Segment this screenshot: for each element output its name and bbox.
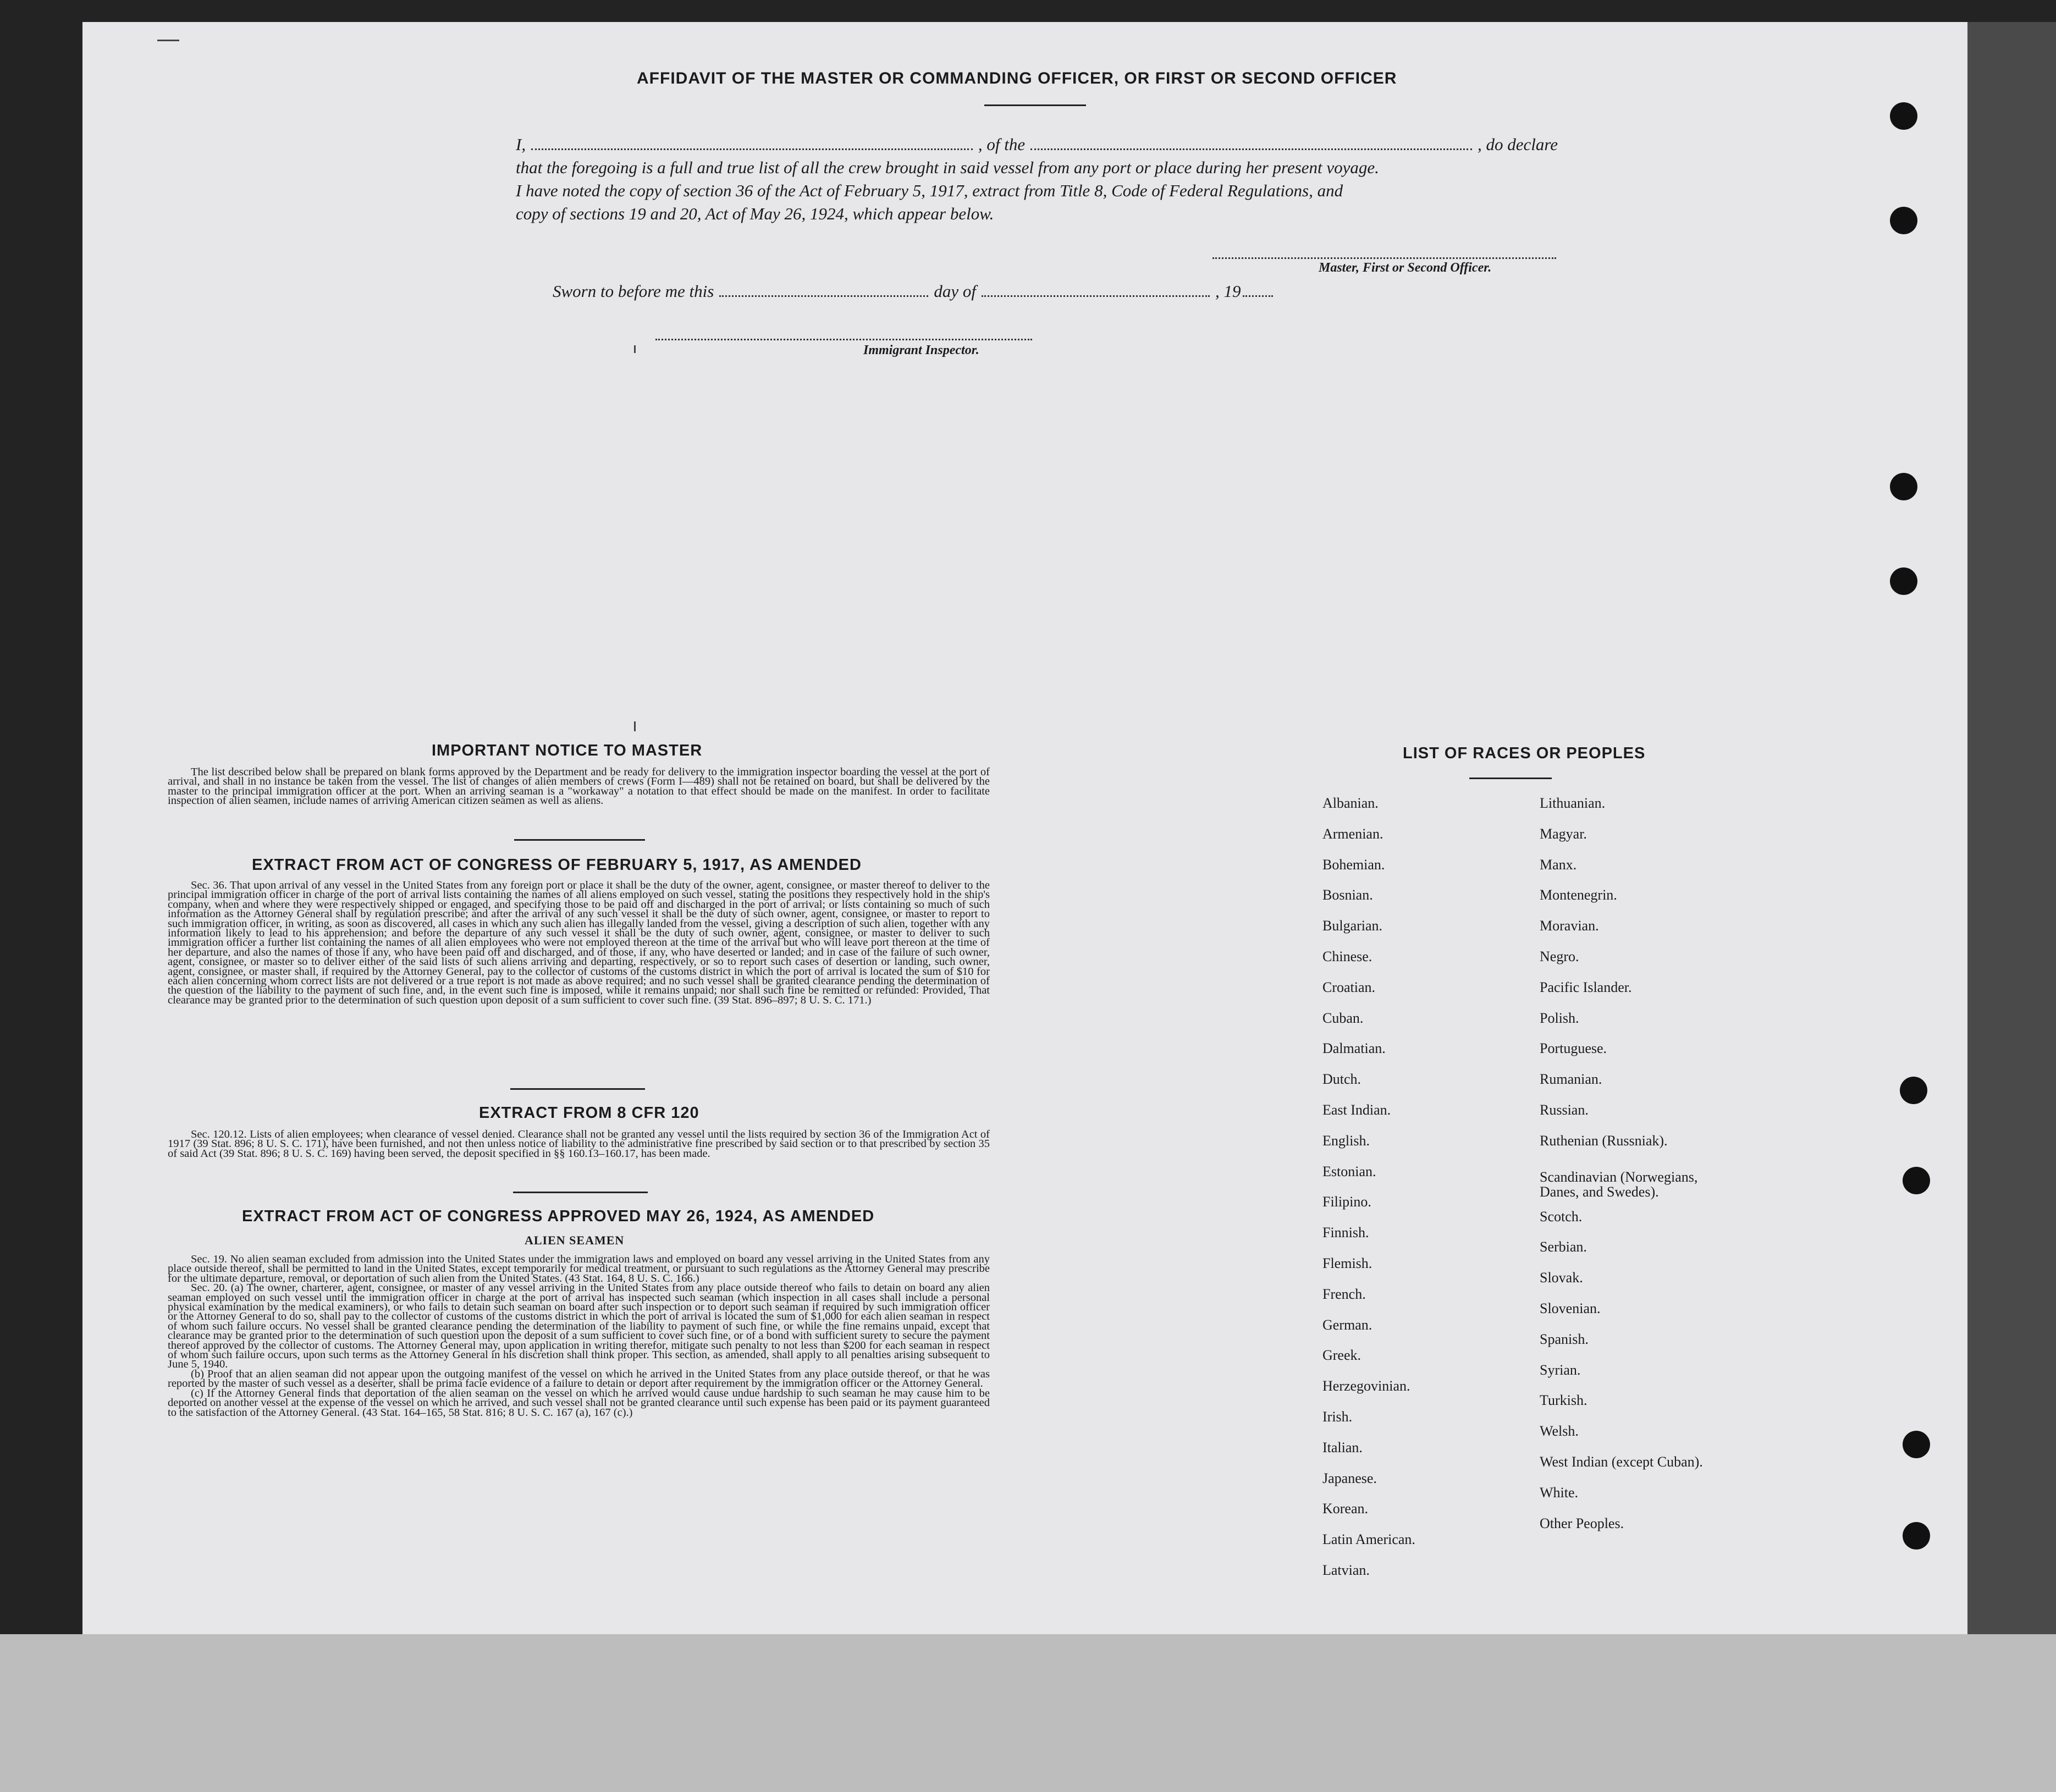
punch-hole: [1890, 207, 1917, 234]
race-item: Portuguese.: [1540, 1040, 1607, 1057]
sworn-prefix: Sworn to before me this: [553, 282, 714, 301]
race-item: Croatian.: [1322, 979, 1376, 995]
section-36-text: Sec. 36. That upon arrival of any vessel in the United States from any foreign port or place it shall be the duty of the owner, agent, consignee, or master thereof to deliver to the principal immigration officer in charge of the port of arrival lists containing the names of all aliens employed on such vessel, stating the positions they respectively hold in the ship's company, when and where they were respectively shipped or engaged, and specifying those to be paid off and discharged in the port of arrival; or lists containing so much of such information as the Attorney General shall by regulation prescribe; and after the arrival of any such vessel it shall be the duty of such owner, agent, consignee, or master to report to such immigration officer, in writing, as soon as discovered, all cases in which any such alien has illegally landed from the vessel, giving a description of such alien, together with any information likely to lead to his apprehension; and before the departure of any such vessel it shall be the duty of such owner, agent, consignee, or master to deliver to such immigration officer a further list containing the names of all alien employees who were not employed thereon at the time of the arrival but who will leave port thereon at the time of her departure, and also the names of those if any, who have been paid off and discharged, and of those, if any, who have deserted or landed; and in case of the failure of such owner, agent, consignee, or master so to deliver either of the said lists of such aliens arriving and departing, respectively, or so to report such cases of desertion or landing, such owner, agent, consignee, or master shall, if required by the Attorney General, pay to the collector of customs of the customs district in which the port of arrival is located the sum of $10 for each alien concerning whom correct lists are not delivered or a true report is not made as above required; and no such vessel shall be granted clearance pending the determination of the question of the liability to the payment of such fine, and, in the event such fine is imposed, while it remains unpaid; nor shall such fine be remitted or refunded: Provided, That clearance may be granted prior to the determination of such question upon deposit of a sum sufficient to cover such fine. (39 Stat. 896–897; 8 U. S. C. 171.): [168, 879, 990, 1006]
race-item: Latvian.: [1322, 1562, 1370, 1578]
punch-hole: [1890, 102, 1917, 130]
day-blank: [719, 295, 928, 297]
race-item: Turkish.: [1540, 1392, 1588, 1409]
affidavit-line-3: I have noted the copy of section 36 of the Act of February 5, 1917, extract from Title 8, Code of Federal Regulations, and: [516, 181, 1343, 200]
signature-blank: [1212, 257, 1556, 259]
race-item: Dutch.: [1322, 1071, 1362, 1088]
race-item: Bulgarian.: [1322, 918, 1383, 934]
race-item: Irish.: [1322, 1409, 1353, 1425]
race-item: Scotch.: [1540, 1208, 1583, 1225]
race-item: Flemish.: [1322, 1255, 1372, 1271]
affidavit-i: I,: [516, 135, 526, 154]
sworn-line: [553, 282, 1273, 301]
extract-cfr-body: [168, 1130, 990, 1159]
section-120-12-text: Sec. 120.12. Lists of alien employees; when clearance of vessel denied. Clearance shall not be granted any vessel until the lists required by section 36 of the Immigration Act of 1917 (39 Stat. 896; 8 U. S. C. 171), have been furnished, and not then unless notice of liability to the administrative fine prescribed by said section or to that prescribed by section 35 of said Act (39 Stat. 896; 8 U. S. C. 169) having been served, the deposit specified in §§ 160.13–160.17, has been made.: [168, 1128, 990, 1160]
race-item: Spanish.: [1540, 1331, 1589, 1347]
month-blank: [982, 295, 1210, 297]
affidavit-line-2: that the foregoing is a full and true list of all the crew brought in said vessel from any port or place during her present voyage.: [516, 158, 1379, 177]
scan-speck: [634, 721, 636, 731]
extract-cfr-title: EXTRACT FROM 8 CFR 120: [479, 1104, 699, 1122]
race-item: English.: [1322, 1132, 1370, 1149]
extract-1924-body: [168, 1255, 990, 1418]
race-item: Italian.: [1322, 1439, 1363, 1455]
punch-hole: [1903, 1167, 1930, 1194]
race-item: Syrian.: [1540, 1361, 1581, 1378]
extract-1917-title: EXTRACT FROM ACT OF CONGRESS OF FEBRUARY 5, 1917, AS AMENDED: [252, 856, 862, 874]
race-item: Korean.: [1322, 1501, 1369, 1517]
section-divider: [510, 1088, 645, 1090]
race-item: Bosnian.: [1322, 887, 1373, 903]
race-item: Russian.: [1540, 1102, 1589, 1118]
extract-1924-title: EXTRACT FROM ACT OF CONGRESS APPROVED MAY 26, 1924, AS AMENDED: [242, 1207, 875, 1225]
inspector-signature-blank: [655, 339, 1032, 340]
punch-hole: [1900, 1077, 1927, 1104]
sworn-year: , 19: [1215, 282, 1241, 301]
races-title-underline: [1469, 778, 1552, 779]
race-item: Filipino.: [1322, 1194, 1371, 1210]
race-item: Magyar.: [1540, 825, 1587, 842]
race-item: Bohemian.: [1322, 856, 1385, 873]
race-item: Rumanian.: [1540, 1071, 1602, 1088]
race-item: Montenegrin.: [1540, 887, 1617, 903]
punch-hole: [1903, 1522, 1930, 1550]
race-item: Finnish.: [1322, 1225, 1369, 1241]
affidavit-title: AFFIDAVIT OF THE MASTER OR COMMANDING OFFICER, OR FIRST OR SECOND OFFICER: [637, 69, 1397, 87]
race-item: Pacific Islander.: [1540, 979, 1632, 995]
race-item: Other Peoples.: [1540, 1515, 1624, 1531]
section-divider: [514, 839, 645, 841]
sworn-day-of: day of: [934, 282, 976, 301]
race-item: Lithuanian.: [1540, 795, 1606, 811]
race-item: Japanese.: [1322, 1470, 1377, 1486]
section-20c-text: (c) If the Attorney General finds that deportation of the alien seaman on the vessel on which he arrived would cause undue hardship to such seaman he may cause him to be deported on another vessel at the expense of the vessel on which he arrived, and such vessel shall not be granted clearance until such expense has been paid or its payment guaranteed to the satisfaction of the Attorney General. (43 Stat. 164–165, 58 Stat. 816; 8 U. S. C. 167 (a), 167 (c).): [168, 1387, 990, 1419]
vessel-blank: [1030, 148, 1472, 150]
race-item: Negro.: [1540, 949, 1579, 964]
punch-hole: [1890, 473, 1917, 500]
name-blank: [531, 148, 973, 150]
affidavit-line-1: [516, 133, 1558, 156]
race-item: Greek.: [1322, 1347, 1362, 1364]
section-20b-text: (b) Proof that an alien seaman did not appear upon the outgoing manifest of the vessel on which he arrived in the United States from any place outside thereof, or that he was reported by the master of such vessel as a deserter, shall be prima facie evidence of a failure to detain or deport after requirement by the immigration officer or the Attorney General.: [168, 1368, 990, 1390]
extract-1917-body: [168, 881, 990, 1005]
race-item: Serbian.: [1540, 1239, 1587, 1255]
race-item: Moravian.: [1540, 918, 1599, 934]
race-item: Polish.: [1540, 1010, 1579, 1026]
race-item: Dalmatian.: [1322, 1040, 1386, 1057]
race-item: West Indian (except Cuban).: [1540, 1454, 1703, 1470]
alien-seamen-heading: ALIEN SEAMEN: [525, 1233, 625, 1247]
race-item: Slovak.: [1540, 1270, 1583, 1286]
notice-title: IMPORTANT NOTICE TO MASTER: [432, 742, 703, 759]
scan-background: [1967, 22, 2056, 1634]
race-item: East Indian.: [1322, 1102, 1391, 1118]
race-item: White.: [1540, 1484, 1579, 1501]
race-item: German.: [1322, 1316, 1372, 1333]
section-19-text: Sec. 19. No alien seaman excluded from admission into the United States under the immigration laws and employed on board any vessel arriving in the United States from any place outside thereof, shall be permitted to land in the United States, except temporarily for medical treatment, or pursuant to such regulations as the Attorney General may prescribe for the ultimate departure, removal, or deportation of such alien from the United States. (43 Stat. 164, 8 U. S. C. 166.): [168, 1253, 990, 1284]
race-item: Armenian.: [1322, 825, 1383, 842]
race-item: Herzegovinian.: [1322, 1378, 1410, 1394]
section-divider: [513, 1192, 648, 1193]
section-20a-text: Sec. 20. (a) The owner, charterer, agent, consignee, or master of any vessel arriving in the United States from any place outside thereof who fails to detain on board any alien seaman employed on such vessel until the immigration officer in charge at the port of arrival has inspected such seaman (which inspection in all cases shall include a personal physical examination by the medical examiners), or who fails to detain such seaman on board after such inspection or to deport such seaman if required by such immigration officer or the Attorney General to do so, shall pay to the collector of customs of the customs district in which the port of arrival is located the sum of $1,000 for each alien seaman in respect of whom such failure occurs. No vessel shall be granted clearance pending the determination of the liability to payment of such fine, or while the fine remains unpaid, except that clearance may be granted prior to the determination of such question upon the deposit of a sum sufficient to cover such fine, or of a bond with sufficient surety to secure the payment thereof approved by the collector of customs. The Attorney General may, upon application in writing therefor, mitigate such penalty to not less than $200 for each seaman in respect of whom such failure occurs, upon such terms as the Attorney General in his discretion shall think proper. This section, as amended, shall apply to all penalties arising subsequent to June 5, 1940.: [168, 1282, 990, 1371]
races-title: LIST OF RACES OR PEOPLES: [1403, 745, 1646, 762]
race-item: Estonian.: [1322, 1163, 1376, 1179]
notice-body: [168, 768, 990, 806]
race-item: Welsh.: [1540, 1423, 1579, 1440]
race-item: French.: [1322, 1286, 1366, 1302]
title-underline: [984, 104, 1086, 106]
signature-label: Master, First or Second Officer.: [1319, 261, 1492, 275]
notice-paragraph: The list described below shall be prepared on blank forms approved by the Department and be ready for delivery to the immigration inspector boarding the vessel at the port of arrival, and shall in no instance be taken from the vessel. The list of changes of alien members of crews (Form I—489) shall not be retained on board, but shall be delivered by the master to the principal immigration officer at the port. When an arriving seaman is a "workaway" a notation to that effect should be made on the manifest. In order to facilitate inspection of alien seamen, include names of arriving American citizen seamen as well as aliens.: [168, 766, 990, 807]
race-item: Slovenian.: [1540, 1300, 1601, 1316]
affidavit-declare: , do declare: [1477, 135, 1558, 154]
year-blank: [1243, 295, 1273, 297]
affidavit-of-the: , of the: [978, 135, 1026, 154]
race-item: Chinese.: [1322, 949, 1372, 964]
scan-bottom-margin: [0, 1634, 2056, 1792]
inspector-label: Immigrant Inspector.: [863, 343, 979, 357]
race-item: Ruthenian (Russniak).: [1540, 1132, 1668, 1149]
affidavit-line-4: copy of sections 19 and 20, Act of May 26, 1924, which appear below.: [516, 204, 994, 223]
punch-hole: [1890, 567, 1917, 595]
race-item: Manx.: [1540, 856, 1577, 873]
race-item: Cuban.: [1322, 1010, 1364, 1026]
punch-hole: [1903, 1431, 1930, 1458]
race-item: Latin American.: [1322, 1531, 1415, 1548]
scan-speck: [157, 40, 179, 41]
race-item: Scandinavian (Norwegians, Danes, and Swedes).: [1540, 1168, 1698, 1200]
scan-speck: [634, 345, 636, 353]
affidavit-body: [516, 133, 1558, 225]
race-item: Albanian.: [1322, 795, 1379, 811]
